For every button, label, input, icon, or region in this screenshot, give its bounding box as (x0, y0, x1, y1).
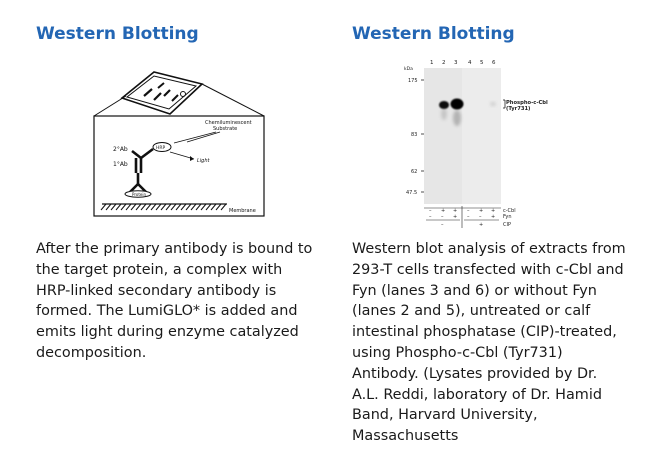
ccbl-sign: + (479, 208, 484, 214)
lane-number: 4 (468, 60, 472, 66)
fyn-sign: + (491, 214, 496, 220)
fyn-sign: – (441, 214, 444, 220)
band-label-2: (Tyr731) (506, 106, 531, 112)
caption-line: Fyn (lanes 3 and 6) or without Fyn (352, 282, 597, 299)
caption-line: 293-T cells transfected with c-Cbl and (352, 261, 624, 278)
kda-label: kDa (404, 67, 413, 72)
caption-line: After the primary antibody is bound to (36, 241, 313, 257)
mw-marker: 83 (411, 132, 418, 138)
ccbl-sign: – (429, 208, 432, 214)
right-title: Western Blotting (352, 24, 515, 44)
protein-label: Protein (132, 192, 147, 197)
fyn-sign: – (467, 214, 470, 220)
left-title: Western Blotting (36, 24, 199, 44)
caption-line: intestinal phosphatase (CIP)-treated, (352, 324, 617, 341)
fyn-sign: + (453, 214, 458, 220)
lane-number: 5 (480, 60, 484, 66)
lane-number: 6 (492, 60, 496, 66)
primary-ab-label: 1°Ab (113, 161, 128, 168)
mw-marker: 62 (411, 169, 418, 175)
band-lane-3 (451, 99, 464, 110)
lane-number: 3 (454, 60, 458, 66)
band-lane-2 (439, 101, 449, 109)
cip-sign: – (441, 222, 444, 228)
fyn-sign: – (429, 214, 432, 220)
caption-line: emits light during enzyme catalyzed (36, 324, 299, 341)
caption-line: Western blot analysis of extracts from (352, 241, 626, 257)
row-label-ccbl: c-Cbl (503, 208, 516, 214)
membrane-label: Membrane (229, 208, 256, 214)
light-label: Light (197, 158, 210, 164)
caption-line: using Phospho-c-Cbl (Tyr731) (352, 344, 563, 361)
caption-line: decomposition. (36, 344, 147, 361)
caption-line: (lanes 2 and 5), untreated or calf (352, 303, 591, 320)
caption-line: the target protein, a complex with (36, 261, 283, 278)
ccbl-sign: – (467, 208, 470, 214)
lane-number: 2 (442, 60, 446, 66)
mw-marker: 47.5 (406, 190, 418, 196)
secondary-ab-label: 2°Ab (113, 146, 128, 153)
mw-marker: 175 (408, 78, 418, 84)
substrate-label-1: Chemiluminescent (205, 120, 252, 126)
caption-line: formed. The LumiGLO* is added and (36, 303, 298, 320)
film-plate (94, 72, 264, 116)
caption-line: Antibody. (Lysates provided by Dr. (352, 365, 598, 382)
caption-line: Massachusetts (352, 428, 459, 445)
row-label-cip: CIP (503, 222, 511, 228)
substrate-label-2: Substrate (213, 126, 238, 132)
western-blot-figure (402, 58, 582, 234)
hrp-label: HRP (156, 146, 166, 151)
fyn-sign: – (479, 214, 482, 220)
lane-number: 1 (430, 60, 434, 66)
caption-line: A.L. Reddi, laboratory of Dr. Hamid (352, 386, 602, 403)
ccbl-sign: + (491, 208, 496, 214)
caption-line: Band, Harvard University, (352, 407, 538, 424)
ccbl-sign: + (441, 208, 446, 214)
row-label-fyn: Fyn (503, 214, 512, 220)
antibody-diagram (92, 66, 270, 218)
caption-line: HRP-linked secondary antibody is (36, 282, 277, 299)
ccbl-sign: + (453, 208, 458, 214)
cip-sign: + (479, 222, 484, 228)
band-label-1: Phospho-c-Cbl (506, 100, 548, 106)
right-caption (352, 239, 626, 447)
left-caption (36, 239, 312, 364)
